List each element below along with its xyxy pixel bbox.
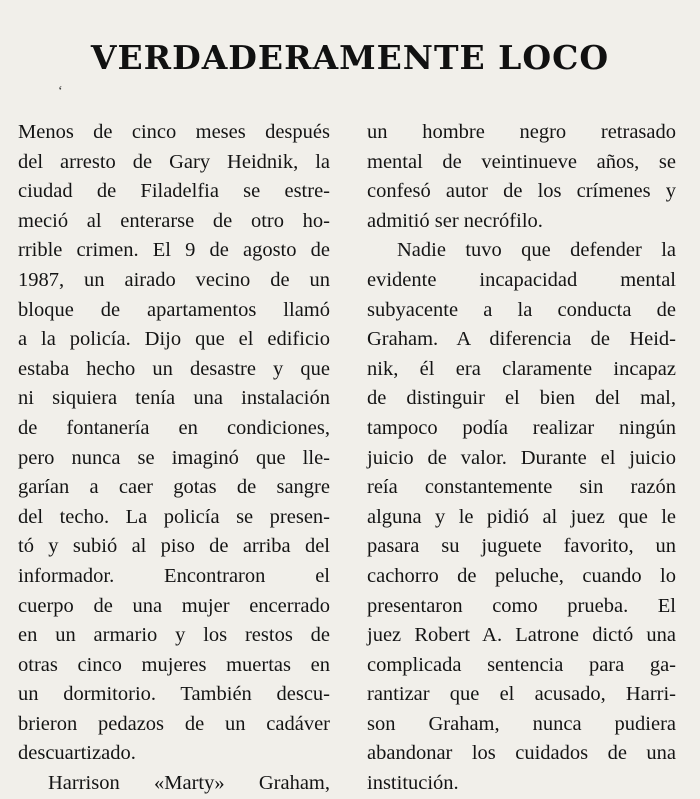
text-line: mental de veintinueve años, se xyxy=(367,150,676,173)
text-line: a la policía. Dijo que el edificio xyxy=(18,328,330,351)
text-line: meció al enterarse de otro ho- xyxy=(18,209,330,232)
text-line: juez Robert A. Latrone dictó una xyxy=(367,624,676,647)
text-line: en un armario y los restos de xyxy=(18,624,330,647)
text-line: reía constantemente sin razón xyxy=(367,476,676,499)
text-line: admitió ser necrófilo. xyxy=(367,209,543,232)
text-line: 1987, un airado vecino de un xyxy=(18,268,330,291)
text-line: del techo. La policía se presen- xyxy=(18,505,330,528)
text-line: cuerpo de una mujer encerrado xyxy=(18,594,330,617)
text-line: otras cinco mujeres muertas en xyxy=(18,653,330,676)
text-line: brieron pedazos de un cadáver xyxy=(18,712,330,735)
text-line: Menos de cinco meses después xyxy=(18,121,330,143)
text-line: son Graham, nunca pudiera xyxy=(367,712,676,735)
text-line: garían a caer gotas de sangre xyxy=(18,476,330,499)
text-line: subyacente a la conducta de xyxy=(367,298,676,321)
text-line: tó y subió al piso de arriba del xyxy=(18,535,330,558)
right-column xyxy=(367,118,676,799)
text-line: de distinguir el bien del mal, xyxy=(367,387,676,410)
text-line: rrible crimen. El 9 de agosto de xyxy=(18,239,330,262)
text-line: cachorro de peluche, cuando lo xyxy=(367,564,676,587)
text-line: alguna y le pidió al juez que le xyxy=(367,505,676,528)
text-line: Harrison «Marty» Graham, xyxy=(48,772,330,795)
text-line: juicio de valor. Durante el juicio xyxy=(367,446,676,469)
text-line: nik, él era claramente incapaz xyxy=(367,357,676,380)
text-line: confesó autor de los crímenes y xyxy=(367,180,676,203)
text-line: evidente incapacidad mental xyxy=(367,268,676,291)
text-line: de fontanería en condiciones, xyxy=(18,416,330,439)
text-line: estaba hecho un desastre y que xyxy=(18,357,330,380)
text-line: institución. xyxy=(367,772,459,795)
text-line: Nadie tuvo que defender la xyxy=(397,239,676,262)
text-line: ni siquiera tenía una instalación xyxy=(18,387,330,410)
text-line: Graham. A diferencia de Heid- xyxy=(367,328,676,351)
text-line: complicada sentencia para ga- xyxy=(367,653,676,676)
article-title: VERDADERAMENTE LOCO xyxy=(90,38,610,77)
text-line: bloque de apartamentos llamó xyxy=(18,298,330,321)
text-line: rantizar que el acusado, Harri- xyxy=(367,683,676,706)
text-line: presentaron como prueba. El xyxy=(367,594,676,617)
text-line: un dormitorio. También descu- xyxy=(18,683,330,706)
text-line: ciudad de Filadelfia se estre- xyxy=(18,180,330,203)
text-line: pasara su juguete favorito, un xyxy=(367,535,676,558)
text-line: un hombre negro retrasado xyxy=(367,121,676,143)
left-column xyxy=(18,118,330,799)
text-line: informador. Encontraron el xyxy=(18,564,330,587)
text-line: del arresto de Gary Heidnik, la xyxy=(18,150,330,173)
print-mark: ‘ xyxy=(58,84,63,99)
text-line: tampoco podía realizar ningún xyxy=(367,416,676,439)
text-line: abandonar los cuidados de una xyxy=(367,742,676,765)
text-line: descuartizado. xyxy=(18,742,136,765)
text-line: pero nunca se imaginó que lle- xyxy=(18,446,330,469)
